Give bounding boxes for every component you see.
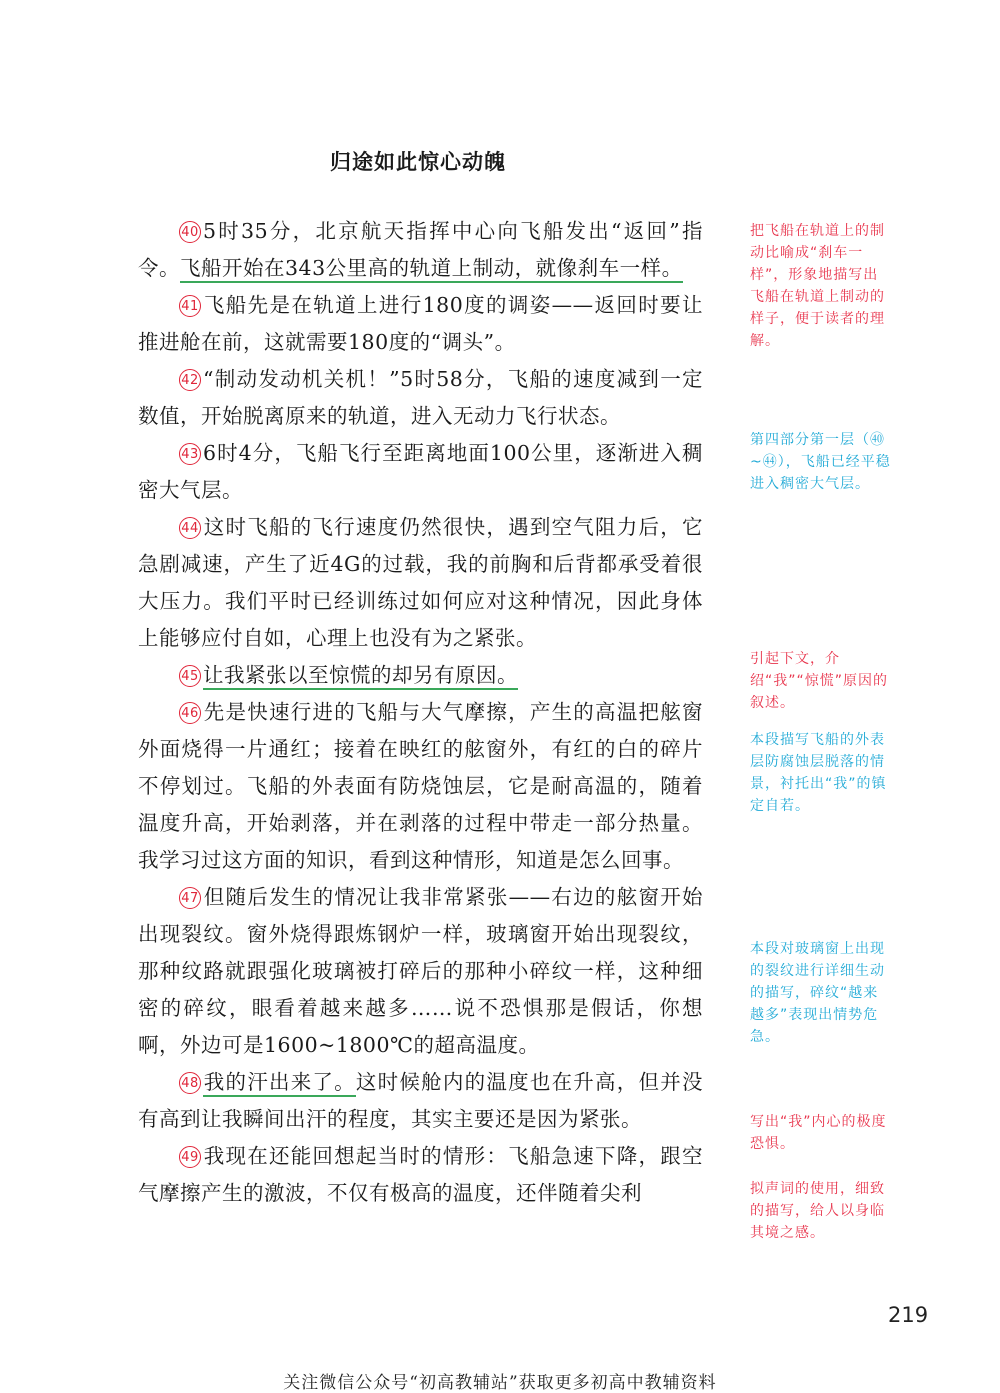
paragraph-49: 49 我现在还能回想起当时的情形：飞船急速下降，跟空气摩擦产生的激波，不仅有极高的温度，还伴随着尖利 [138,1144,703,1205]
paragraph-42: 42 “制动发动机关机！”5时58分，飞船的速度减到一定数值，开始脱离原来的轨道，进入无动力飞行状态。 [138,367,703,428]
paragraph-45 [138,657,703,694]
paragraph-48: 48 我的汗出来了。这时候舱内的温度也在升高，但并没有高到让我瞬间出汗的程度，其实主要还是因为紧张。 [138,1070,704,1131]
paragraph-number: 41 [179,295,201,317]
paragraph-number: 46 [179,702,201,724]
paragraph-44: 44 这时飞船的飞行速度仍然很快，遇到空气阻力后，它急剧减速，产生了近4G的过载，我的前胸和后背都承受着很大压力。我们平时已经训练过如何应对这种情况，因此身体上能够应付自如，心理上也没有为之紧张。 [138,515,703,650]
page-title: 归途如此惊心动魄 [330,150,506,174]
margin-note: 本段对玻璃窗上出现的裂纹进行详细生动的描写，碎纹“越来越多”表现出情势危急。 [750,941,885,1045]
paragraph-41: 41 飞船先是在轨道上进行180度的调姿——返回时要让推进舱在前，这就需要180度的“调头”。 [138,293,703,354]
paragraph-number: 48 [179,1072,201,1094]
paragraph-46: 46 先是快速行进的飞船与大气摩擦，产生的高温把舷窗外面烧得一片通红；接着在映红的舷窗外，有红的白的碎片不停划过。飞船的外表面有防烧蚀层，它是耐高温的，随着温度升高，开始剥落，并在剥落的过程中带走一部分热量。我学习过这方面的知识，看到这种情形，知道是怎么回事。 [138,700,703,872]
margin-note: 本段描写飞船的外表层防腐蚀层脱落的情景，衬托出“我”的镇定自若。 [750,732,887,814]
article-body [138,213,703,1212]
footer-note: 关注微信公众号“初高教辅站”获取更多初高中教辅资料 [283,1373,717,1393]
underlined-text: 让我紧张以至惊慌的却另有原因。 [203,663,518,690]
underlined-text: 我的汗出来了。 [203,1070,356,1097]
paragraph-47: 47 但随后发生的情况让我非常紧张——右边的舷窗开始出现裂纹。窗外烧得跟炼钢炉一样，玻璃窗开始出现裂纹，那种纹路就跟强化玻璃被打碎后的那种小碎纹一样，这种细密的碎纹，眼看着越来越多……说不恐惧那是假话，你想啊，外边可是1600~1800℃的超高温度。 [138,885,703,1057]
margin-note: 拟声词的使用，细致的描写，给人以身临其境之感。 [750,1181,885,1241]
paragraph-number: 44 [179,517,201,539]
paragraph-40: 40 5时35分，北京航天指挥中心向飞船发出“返回”指令。飞船开始在343公里高的轨道上制动，就像刹车一样。 [138,213,703,287]
margin-note: 引起下文，介绍“我”“惊慌”原因的叙述。 [750,651,889,711]
paragraph-number: 49 [179,1146,201,1168]
margin-note: 第四部分第一层（㊵~㊹），飞船已经平稳进入稠密大气层。 [750,432,891,492]
paragraph-number: 47 [179,887,201,909]
paragraph-number: 42 [179,369,201,391]
paragraph-number: 45 [179,665,201,687]
margin-note: 把飞船在轨道上的制动比喻成“刹车一样”，形象地描写出飞船在轨道上制动的样子，便于读者的理解。 [750,223,885,349]
page-number: 219 [888,1303,929,1327]
underlined-text: 飞船开始在343公里高的轨道上制动，就像刹车一样。 [180,256,683,283]
paragraph-number: 43 [179,443,201,465]
paragraph-number: 40 [179,221,201,243]
margin-note: 写出“我”内心的极度恐惧。 [750,1114,887,1152]
paragraph-43: 43 6时4分，飞船飞行至距离地面100公里，逐渐进入稠密大气层。 [138,441,703,502]
